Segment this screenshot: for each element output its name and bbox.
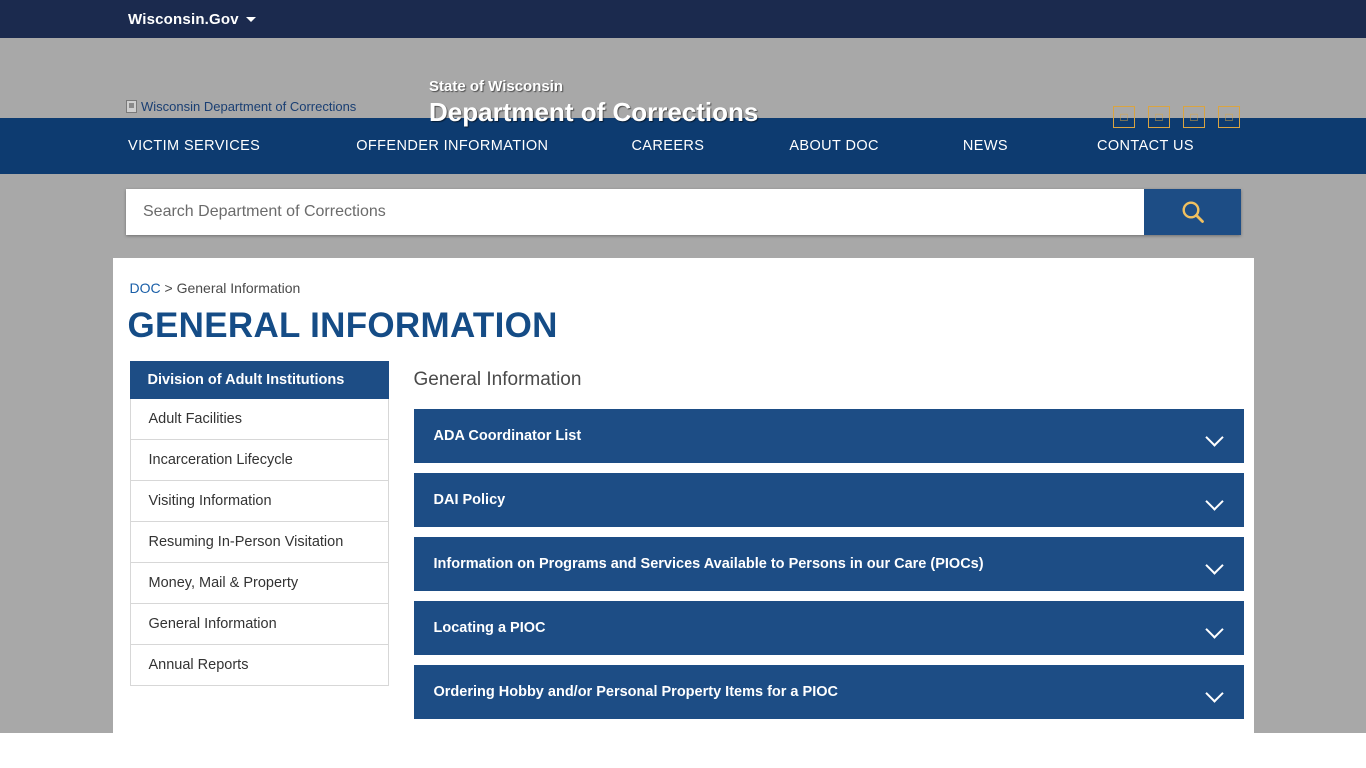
sidebar-item-incarceration-lifecycle[interactable]: Incarceration Lifecycle bbox=[130, 440, 389, 481]
sidebar-header: Division of Adult Institutions bbox=[130, 361, 389, 399]
sidebar-item-general-information[interactable]: General Information bbox=[130, 604, 389, 645]
breadcrumb bbox=[113, 280, 1254, 296]
page-title: GENERAL INFORMATION bbox=[127, 306, 558, 345]
nav-item-careers[interactable]: CAREERS bbox=[631, 138, 705, 154]
chevron-down-icon bbox=[1206, 495, 1224, 505]
search-input[interactable] bbox=[126, 189, 1144, 235]
social-icon-1[interactable]: □ bbox=[1113, 106, 1135, 128]
chevron-down-icon bbox=[1206, 623, 1224, 633]
search-band bbox=[0, 174, 1366, 249]
wisconsin-gov-menu[interactable] bbox=[128, 11, 256, 28]
accordion-title: Information on Programs and Services Available to Persons in our Care (PIOCs) bbox=[433, 556, 984, 572]
breadcrumb-link-doc[interactable]: DOC bbox=[129, 280, 161, 296]
sidebar bbox=[130, 361, 389, 729]
agency-logo[interactable] bbox=[126, 99, 356, 114]
accordion-ordering-hobby-personal-property[interactable] bbox=[414, 665, 1244, 719]
masthead bbox=[0, 38, 1366, 127]
state-bar bbox=[0, 0, 1366, 38]
brand-title-block bbox=[429, 78, 758, 127]
agency-logo-alt-text: Wisconsin Department of Corrections bbox=[141, 99, 357, 114]
broken-image-icon bbox=[126, 100, 137, 113]
accordion-title: Ordering Hobby and/or Personal Property Items for a PIOC bbox=[433, 684, 838, 700]
nav-item-contact-us[interactable]: CONTACT US bbox=[1097, 138, 1194, 154]
search-icon bbox=[1180, 199, 1206, 225]
sidebar-item-resuming-in-person-visitation[interactable]: Resuming In-Person Visitation bbox=[130, 522, 389, 563]
chevron-down-icon bbox=[1206, 559, 1224, 569]
social-icon-3[interactable]: □ bbox=[1183, 106, 1205, 128]
sidebar-item-adult-facilities[interactable]: Adult Facilities bbox=[130, 399, 389, 440]
page-background bbox=[0, 249, 1366, 733]
brand-state-line: State of Wisconsin bbox=[429, 78, 564, 95]
accordion-programs-and-services[interactable] bbox=[414, 537, 1244, 591]
accordion-dai-policy[interactable] bbox=[414, 473, 1244, 527]
breadcrumb-separator: > bbox=[164, 280, 173, 296]
brand-department-line: Department of Corrections bbox=[429, 97, 759, 127]
search-bar bbox=[126, 189, 1241, 235]
content-columns bbox=[113, 361, 1254, 729]
nav-item-victim-services[interactable]: VICTIM SERVICES bbox=[128, 138, 261, 154]
sidebar-item-visiting-information[interactable]: Visiting Information bbox=[130, 481, 389, 522]
accordion-locating-a-pioc[interactable] bbox=[414, 601, 1244, 655]
wisconsin-gov-label: Wisconsin.Gov bbox=[128, 10, 239, 28]
social-icon-4[interactable]: □ bbox=[1218, 106, 1240, 128]
social-links bbox=[1113, 106, 1240, 128]
chevron-down-icon bbox=[1206, 687, 1224, 697]
nav-item-offender-information[interactable]: OFFENDER INFORMATION bbox=[356, 138, 549, 154]
accordion-title: DAI Policy bbox=[433, 492, 506, 508]
search-button[interactable] bbox=[1144, 189, 1241, 235]
accordion-ada-coordinator-list[interactable] bbox=[414, 409, 1244, 463]
nav-item-news[interactable]: NEWS bbox=[962, 138, 1008, 154]
content-card bbox=[113, 258, 1254, 738]
chevron-down-icon bbox=[1206, 431, 1224, 441]
breadcrumb-current: General Information bbox=[176, 280, 301, 296]
nav-item-about-doc[interactable]: ABOUT DOC bbox=[789, 138, 879, 154]
sidebar-item-money-mail-property[interactable]: Money, Mail & Property bbox=[130, 563, 389, 604]
accordion-title: Locating a PIOC bbox=[433, 620, 546, 636]
sidebar-item-annual-reports[interactable]: Annual Reports bbox=[130, 645, 389, 686]
main-column bbox=[389, 361, 1254, 729]
chevron-down-icon bbox=[246, 17, 256, 22]
social-icon-2[interactable]: □ bbox=[1148, 106, 1170, 128]
accordion-title: ADA Coordinator List bbox=[433, 428, 582, 444]
section-label: General Information bbox=[413, 369, 582, 390]
